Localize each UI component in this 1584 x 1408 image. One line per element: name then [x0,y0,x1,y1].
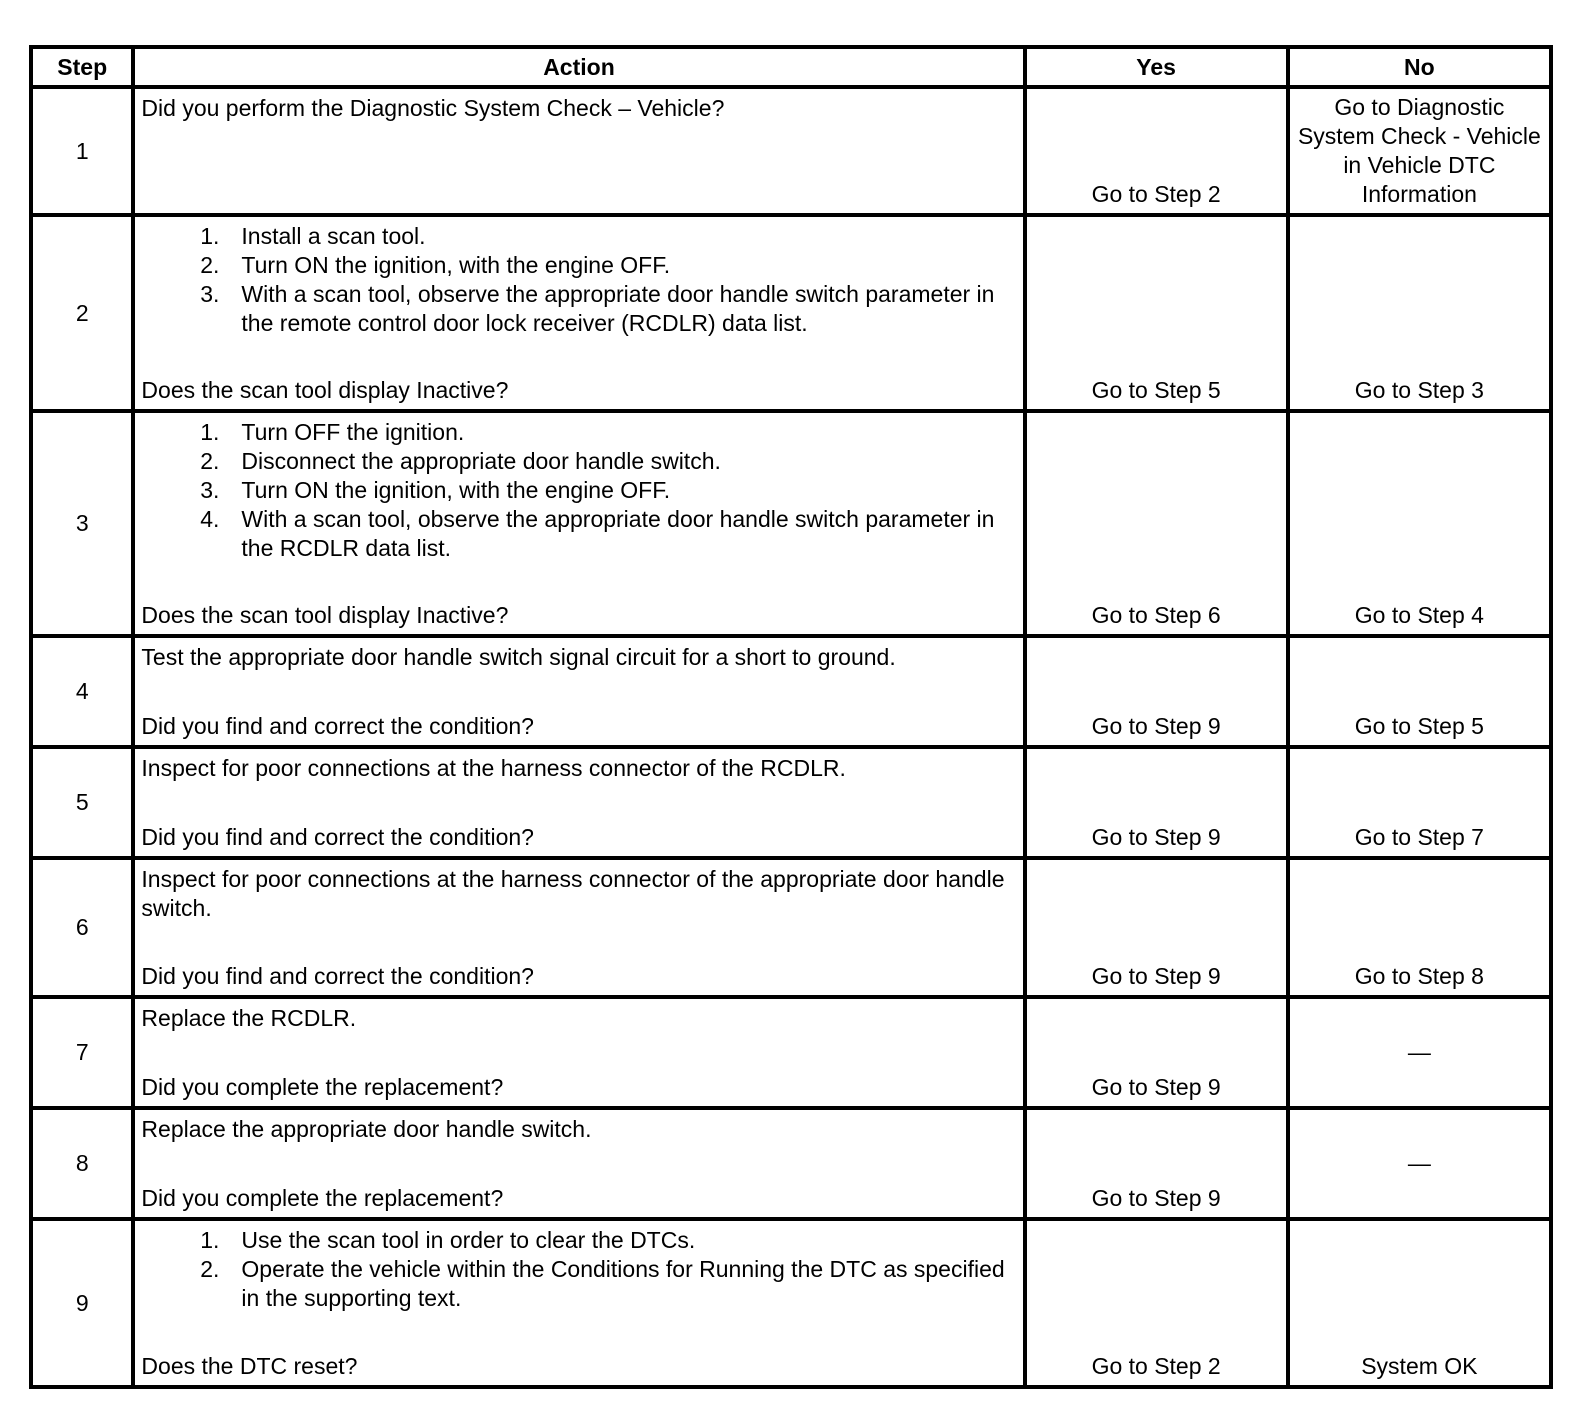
yes-result: Go to Step 9 [1025,997,1288,1108]
action-question: Did you complete the replacement? [141,1074,504,1100]
substep-list [141,1226,1016,1313]
action-cell [133,997,1024,1108]
action-question: Did you find and correct the condition? [141,963,534,989]
substep-item: Turn OFF the ignition. [241,419,465,445]
action-question: Did you complete the replacement? [141,1185,504,1211]
yes-result: Go to Step 9 [1025,1108,1288,1219]
action-cell [133,858,1024,997]
action-question: Does the scan tool display Inactive? [141,602,509,628]
substep-item: Install a scan tool. [241,223,426,249]
table-row [31,1108,1551,1219]
substep-list [141,222,1016,338]
step-number: 6 [31,858,133,997]
substep-item: With a scan tool, observe the appropriate door handle switch parameter in the RCDLR data list. [241,506,995,561]
no-result: Go to Diagnostic System Check - Vehicle in Vehicle DTC Information [1288,87,1551,215]
substep-item: Turn ON the ignition, with the engine OFF. [241,477,671,503]
action-question: Does the scan tool display Inactive? [141,377,509,403]
no-result: System OK [1288,1219,1551,1387]
step-number: 7 [31,997,133,1108]
action-text: Did you perform the Diagnostic System Check – Vehicle? [141,95,725,121]
table-row [31,747,1551,858]
no-result: Go to Step 4 [1288,411,1551,636]
step-number: 5 [31,747,133,858]
header-step: Step [31,47,133,87]
no-result: — [1288,1108,1551,1219]
yes-result: Go to Step 6 [1025,411,1288,636]
action-question: Does the DTC reset? [141,1353,358,1379]
action-cell [133,747,1024,858]
no-result: Go to Step 7 [1288,747,1551,858]
table-row [31,858,1551,997]
action-question: Did you find and correct the condition? [141,824,534,850]
step-number: 3 [31,411,133,636]
table-row [31,411,1551,636]
step-number: 9 [31,1219,133,1387]
action-cell [133,411,1024,636]
step-number: 2 [31,215,133,411]
action-cell [133,215,1024,411]
substep-item: Use the scan tool in order to clear the DTCs. [241,1227,696,1253]
yes-result: Go to Step 9 [1025,858,1288,997]
action-cell [133,636,1024,747]
no-result: Go to Step 5 [1288,636,1551,747]
header-no: No [1288,47,1551,87]
table-row [31,1219,1551,1387]
substep-list [141,418,1016,563]
no-result: Go to Step 3 [1288,215,1551,411]
substep-item: Disconnect the appropriate door handle switch. [241,448,721,474]
yes-result: Go to Step 2 [1025,87,1288,215]
yes-result: Go to Step 5 [1025,215,1288,411]
substep-item: Operate the vehicle within the Conditions for Running the DTC as specified in the supporting text. [241,1256,1005,1311]
no-result: Go to Step 8 [1288,858,1551,997]
action-question: Did you find and correct the condition? [141,713,534,739]
yes-result: Go to Step 9 [1025,636,1288,747]
header-yes: Yes [1025,47,1288,87]
table-row [31,997,1551,1108]
step-number: 4 [31,636,133,747]
step-number: 8 [31,1108,133,1219]
action-cell [133,1219,1024,1387]
yes-result: Go to Step 9 [1025,747,1288,858]
action-text: Test the appropriate door handle switch signal circuit for a short to ground. [141,644,896,670]
yes-result: Go to Step 2 [1025,1219,1288,1387]
action-cell [133,1108,1024,1219]
header-row [31,47,1551,87]
substep-item: With a scan tool, observe the appropriate door handle switch parameter in the remote control door lock receiver (RCDLR) data list. [241,281,995,336]
step-number: 1 [31,87,133,215]
action-text: Inspect for poor connections at the harness connector of the RCDLR. [141,755,846,781]
action-text: Inspect for poor connections at the harness connector of the appropriate door handle switch. [141,866,1005,921]
header-action: Action [133,47,1024,87]
action-text: Replace the RCDLR. [141,1005,357,1031]
action-cell [133,87,1024,215]
substep-item: Turn ON the ignition, with the engine OFF. [241,252,671,278]
table-row [31,215,1551,411]
no-result: — [1288,997,1551,1108]
action-text: Replace the appropriate door handle switch. [141,1116,592,1142]
table-row [31,87,1551,215]
diagnostic-table [29,45,1553,1389]
table-row [31,636,1551,747]
